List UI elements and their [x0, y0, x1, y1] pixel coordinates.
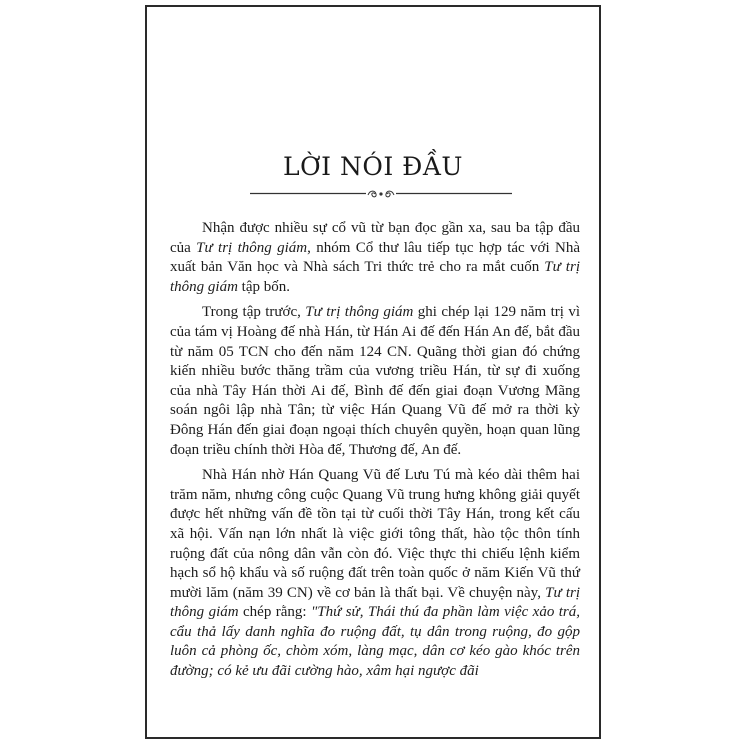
paragraph-1-text-a: Nhận được nhiều sự cổ vũ từ bạn đọc gần xa, sau ba tập đầu của [170, 220, 580, 256]
quotation-italic: "Thứ sử, Thái thú đa phần làm việc xảo trá, cẩu thả lấy danh nghĩa đo ruộng đất, tụ dân trong ruộng, đo gộp luôn cả phòng ốc, chòm xóm, làng mạc, dân cơ kéo gào khóc trên đường; có kẻ ưu đãi cường hào, xâm hại ngược đãi [170, 604, 581, 680]
paragraph-3-text-b: chép rằng: [238, 604, 311, 621]
paragraph-1-text-c: tập bốn. [237, 278, 290, 295]
scroll-flourish-icon [250, 188, 512, 200]
book-page [145, 5, 601, 739]
paragraph-1-text-b: , nhóm Cổ thư lâu tiếp tục hợp tác với Nhà xuất bản Văn học và Nhà sách Tri thức trẻ cho ra mắt cuốn [170, 239, 580, 276]
paragraph-1 [170, 219, 580, 297]
paragraph-3 [170, 466, 580, 682]
preface-body [170, 219, 580, 688]
book-title-italic: Tư trị thông giám [170, 584, 581, 621]
book-title-italic: Tư trị thông giám [196, 239, 308, 256]
book-title-italic: Tư trị thông giám [305, 304, 414, 321]
paragraph-2-text-a: Trong tập trước, [202, 304, 306, 321]
book-title-italic: Tư trị thông giám [170, 259, 580, 295]
paragraph-2 [170, 303, 580, 460]
paragraph-2-text-b: ghi chép lại 129 năm trị vì của tám vị Hoàng đế nhà Hán, từ Hán Ai đế đến Hán An đế, bắt đầu từ năm 05 TCN cho đến năm 124 CN. Quãng thời gian đó chứng kiến nhiều bước thăng trầm của vương triều Hán, từ sự đi xuống của nhà Tây Hán thời Ai đế, Bình đế đến giai đoạn Vương Mãng soán ngôi lập nhà Tân; từ việc Hán Quang Vũ đế mở ra thời kỳ Đông Hán đến giai đoạn ngoại thích chuyên quyền, hoạn quan lũng đoạn triều chính thời Hòa đế, Thương đế, An đế. [170, 304, 580, 458]
paragraph-3-text-a: Nhà Hán nhờ Hán Quang Vũ đế Lưu Tú mà kéo dài thêm hai trăm năm, nhưng công cuộc Quang Vũ trung hưng không giải quyết được hết những vấn đề tồn tại từ cuối thời Tây Hán, trong kết cấu xã hội. Vấn nạn lớn nhất là việc giới tông thất, hào tộc thôn tính ruộng đất của nông dân vẫn còn đó. Việc thực thi chiếu lệnh kiểm hạch sổ hộ khẩu và số ruộng đất trên toàn quốc ở năm Kiến Vũ thứ mười lăm (năm 39 CN) về cơ bản là thất bại. Về chuyện này, [170, 467, 580, 601]
page-title: LỜI NÓI ĐẦU [283, 152, 463, 181]
